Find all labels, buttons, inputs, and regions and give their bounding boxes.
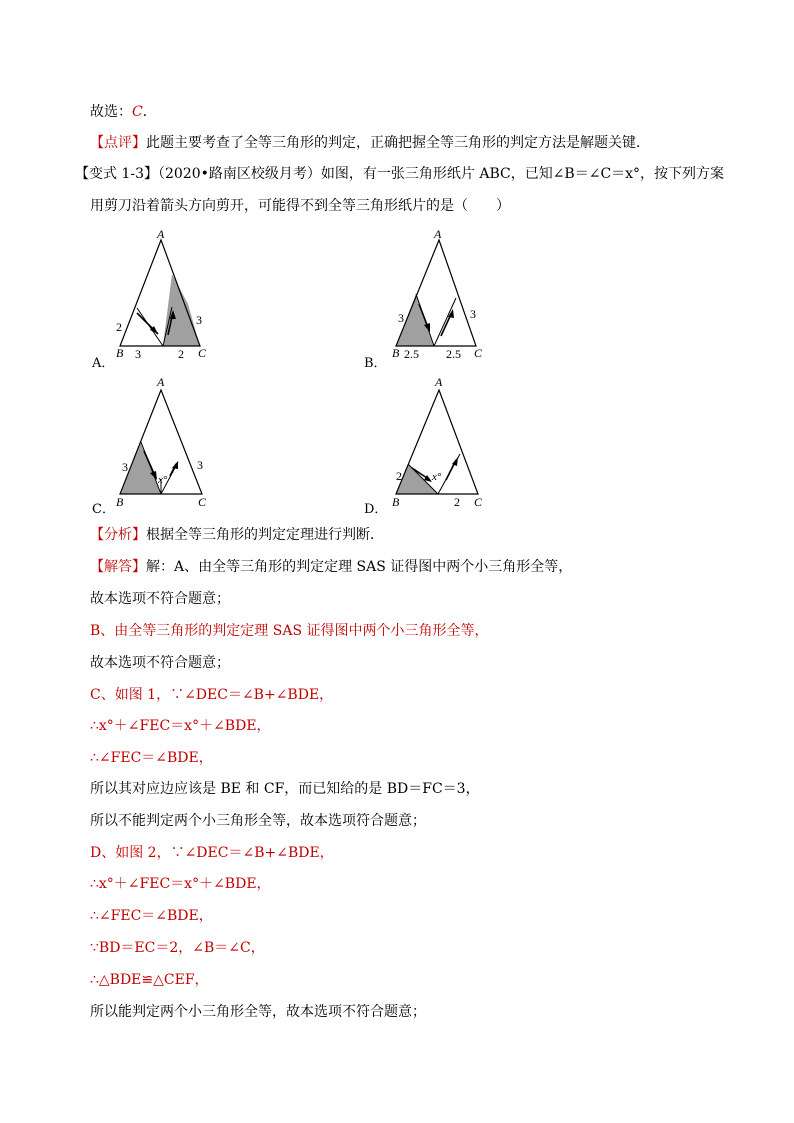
question-text-2: 用剪刀沿着箭头方向剪开，可能得不到全等三角形纸片的是（ ）	[90, 198, 510, 214]
question-line-1	[75, 164, 724, 184]
label-angle: x°	[432, 471, 442, 483]
vertex-a: A	[435, 375, 443, 389]
question-line-2	[90, 196, 510, 216]
answer-value: C	[132, 104, 143, 120]
option-c-label: C．	[92, 502, 115, 517]
solution-line-7: 所以其对应边应该是 BE 和 CF，而已知给的是 BD＝FC＝3，	[90, 781, 480, 797]
label-angle: x°	[158, 474, 168, 486]
figure-a	[110, 226, 220, 364]
option-d-label: D．	[364, 502, 388, 517]
label-right-side: 3	[197, 458, 203, 472]
answer-line	[90, 102, 157, 122]
figure-c	[110, 372, 220, 512]
solution-line-12: ∵BD＝EC＝2，∠B＝∠C，	[90, 940, 265, 956]
question-text-1: （2020•路南区校级月考）如图，有一张三角形纸片 ABC，已知∠B＝∠C＝x°，按下列方案	[158, 166, 725, 182]
label-base-right: 2	[178, 347, 184, 361]
label-base-left: 3	[135, 347, 141, 361]
label-left-side: 3	[122, 460, 128, 474]
comment-tag: 【点评】	[90, 135, 146, 151]
answer-suffix: ．	[142, 104, 157, 120]
solution-line-14: 所以能判定两个小三角形全等，故本选项不符合题意；	[90, 1004, 426, 1020]
label-base-left: 2.5	[404, 347, 419, 361]
solution-line-8: 所以不能判定两个小三角形全等，故本选项符合题意；	[90, 813, 426, 829]
answer-tag: 【解答】	[90, 559, 146, 575]
comment-line	[90, 133, 650, 153]
option-a-label: A．	[92, 356, 115, 371]
analysis-tag: 【分析】	[90, 527, 146, 543]
solution-line-10: ∴x°＋∠FEC＝x°＋∠BDE，	[90, 876, 271, 892]
solution-line-4: C、如图 1，∵∠DEC＝∠B+∠BDE，	[90, 687, 334, 703]
vertex-b: B	[392, 495, 400, 509]
label-right-side: 3	[196, 313, 202, 327]
option-b-label: B．	[364, 356, 387, 371]
label-base-right: 2.5	[446, 347, 461, 361]
solution-text: 解：A、由全等三角形的判定定理 SAS 证得图中两个小三角形全等，	[146, 559, 573, 575]
solution-line-0	[90, 557, 572, 577]
vertex-b: B	[116, 346, 124, 360]
analysis-text: 根据全等三角形的判定定理进行判断．	[146, 527, 384, 543]
vertex-a: A	[434, 227, 442, 241]
vertex-a: A	[157, 375, 165, 389]
vertex-c: C	[198, 495, 207, 509]
question-tag: 【变式 1-3】	[75, 166, 158, 182]
solution-line-9: D、如图 2，∵∠DEC＝∠B+∠BDE，	[90, 845, 334, 861]
analysis-line	[90, 525, 384, 545]
comment-text: 此题主要考查了全等三角形的判定，正确把握全等三角形的判定方法是解题关键．	[146, 135, 650, 151]
vertex-c: C	[474, 495, 483, 509]
solution-line-2: B、由全等三角形的判定定理 SAS 证得图中两个小三角形全等，	[90, 623, 489, 639]
answer-prefix: 故选：	[90, 104, 132, 120]
solution-line-1: 故本选项不符合题意；	[90, 591, 230, 607]
solution-line-13: ∴△BDE≌△CEF，	[90, 972, 209, 988]
solution-line-5: ∴x°＋∠FEC＝x°＋∠BDE，	[90, 718, 271, 734]
label-left-side: 2	[396, 469, 402, 483]
vertex-a: A	[157, 227, 165, 241]
vertex-c: C	[474, 346, 483, 360]
label-base-right: 2	[454, 495, 460, 509]
vertex-b: B	[116, 495, 124, 509]
figure-b	[386, 226, 496, 364]
solution-line-11: ∴∠FEC＝∠BDE，	[90, 908, 213, 924]
solution-line-6: ∴∠FEC＝∠BDE，	[90, 750, 213, 766]
label-left-side: 3	[398, 311, 404, 325]
solution-line-3: 故本选项不符合题意；	[90, 655, 230, 671]
label-right-side: 3	[470, 307, 476, 321]
figure-d	[386, 372, 496, 512]
vertex-b: B	[392, 346, 400, 360]
vertex-c: C	[198, 346, 207, 360]
label-left-side: 2	[116, 320, 122, 334]
